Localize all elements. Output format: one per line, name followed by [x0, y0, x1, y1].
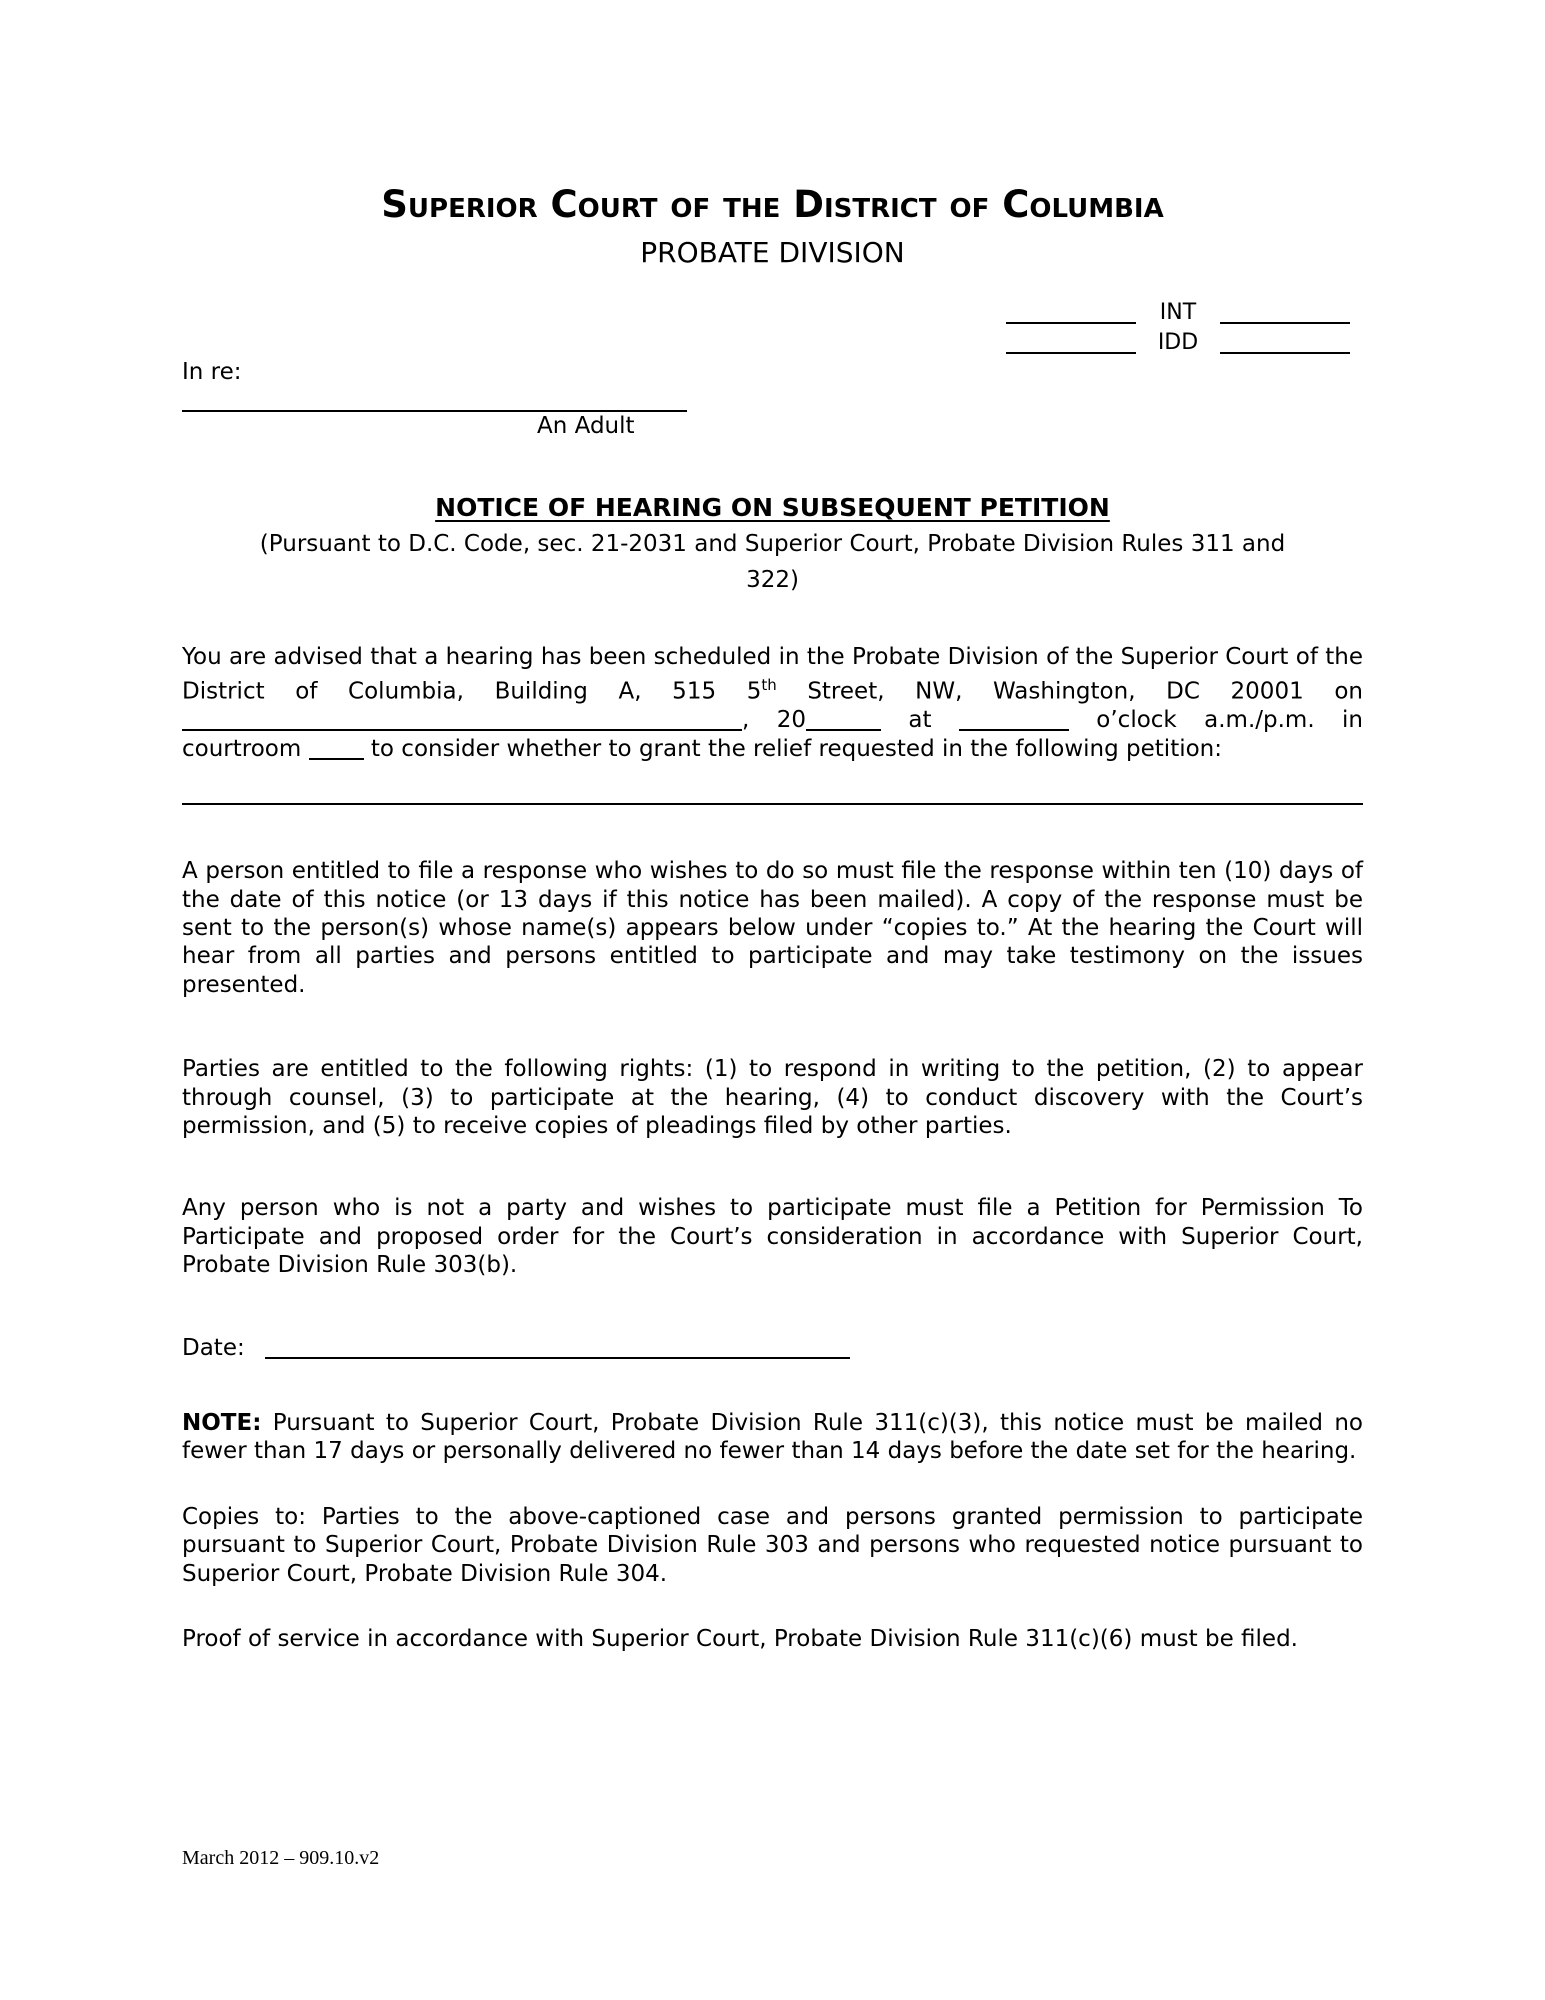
- idd-blank-right: [1220, 352, 1350, 354]
- notice-subtitle-line2: 322): [746, 566, 799, 593]
- case-number-block: [1006, 298, 1350, 358]
- ordinal-suffix: th: [761, 676, 777, 695]
- petition-title-blank: [182, 763, 1363, 805]
- date-blank: [265, 1339, 850, 1359]
- idd-row: [1006, 328, 1350, 358]
- hearing-text-2: Street, NW, Washington, DC 20001 on: [776, 678, 1363, 705]
- date-row: [182, 1334, 1363, 1362]
- note-label: NOTE:: [182, 1409, 262, 1436]
- int-row: [1006, 298, 1350, 328]
- participation-paragraph: Any person who is not a party and wishes to participate must file a Petition for Permission To Participate and proposed order for the Court’s consideration in accordance with Superior Court, Probate Division Rule 303(b).: [182, 1195, 1363, 1279]
- subject-name-blank: [182, 386, 687, 412]
- date-label: Date:: [182, 1334, 245, 1361]
- hearing-courtroom-blank: [309, 740, 364, 760]
- idd-blank-left: [1006, 352, 1136, 354]
- int-blank-right: [1220, 322, 1350, 324]
- notice-title: NOTICE OF HEARING ON SUBSEQUENT PETITION: [435, 492, 1110, 522]
- an-adult-label: An Adult: [537, 413, 635, 440]
- int-label: INT: [1159, 300, 1197, 325]
- notice-subtitle-line1: (Pursuant to D.C. Code, sec. 21-2031 and Superior Court, Probate Division Rules 311 and: [259, 530, 1286, 557]
- hearing-text-6: to consider whether to grant the relief requested in the following petition:: [363, 735, 1222, 762]
- proof-paragraph: Proof of service in accordance with Superior Court, Probate Division Rule 311(c)(6) must be filed.: [182, 1626, 1298, 1652]
- form-version-footer: March 2012 – 909.10.v2: [182, 1847, 380, 1869]
- copies-paragraph: Copies to: Parties to the above-captioned case and persons granted permission to participate pursuant to Superior Court, Probate Division Rule 303 and persons who requested notice pursuant to Superior Court, Probate Division Rule 304.: [182, 1503, 1363, 1587]
- response-paragraph: A person entitled to file a response who wishes to do so must file the response within ten (10) days of the date of this notice (or 13 days if this notice has been mailed). A copy of the response must be sent to the person(s) whose name(s) appears below under “copies to.” At the hearing the Court will hear from all parties and persons entitled to participate and may take testimony on the issues presented.: [182, 858, 1363, 998]
- division-title: PROBATE DIVISION: [640, 236, 905, 269]
- rights-paragraph: Parties are entitled to the following rights: (1) to respond in writing to the petition, (2) to appear through counsel, (3) to participate at the hearing, (4) to conduct discovery with the Court’s permission, and (5) to receive copies of pleadings filed by other parties.: [182, 1056, 1363, 1139]
- hearing-text-4: at: [880, 707, 959, 734]
- int-blank-left: [1006, 322, 1136, 324]
- hearing-text-3: , 20: [742, 707, 806, 734]
- note-text: Pursuant to Superior Court, Probate Division Rule 311(c)(3), this notice must be mailed no fewer than 17 days or personally delivered no fewer than 14 days before the date set for the hearing.: [182, 1409, 1363, 1465]
- document-content: [182, 0, 1363, 1653]
- hearing-year-blank: [806, 711, 881, 731]
- hearing-date-blank: [182, 711, 742, 731]
- idd-label: IDD: [1157, 330, 1199, 355]
- hearing-time-blank: [959, 711, 1069, 731]
- hearing-paragraph: [182, 643, 1363, 763]
- court-title: Superior Court of the District of Columbia: [381, 183, 1164, 226]
- hearing-text-1: You are advised that a hearing has been scheduled in the Probate Division of the Superior Court of the District of Columbia, Building A, 515 5: [182, 643, 1363, 705]
- note-paragraph: [182, 1409, 1363, 1466]
- hearing-text-5: o’clock a.m./p.m. in courtroom: [182, 707, 1364, 762]
- in-re-label: In re:: [182, 359, 242, 385]
